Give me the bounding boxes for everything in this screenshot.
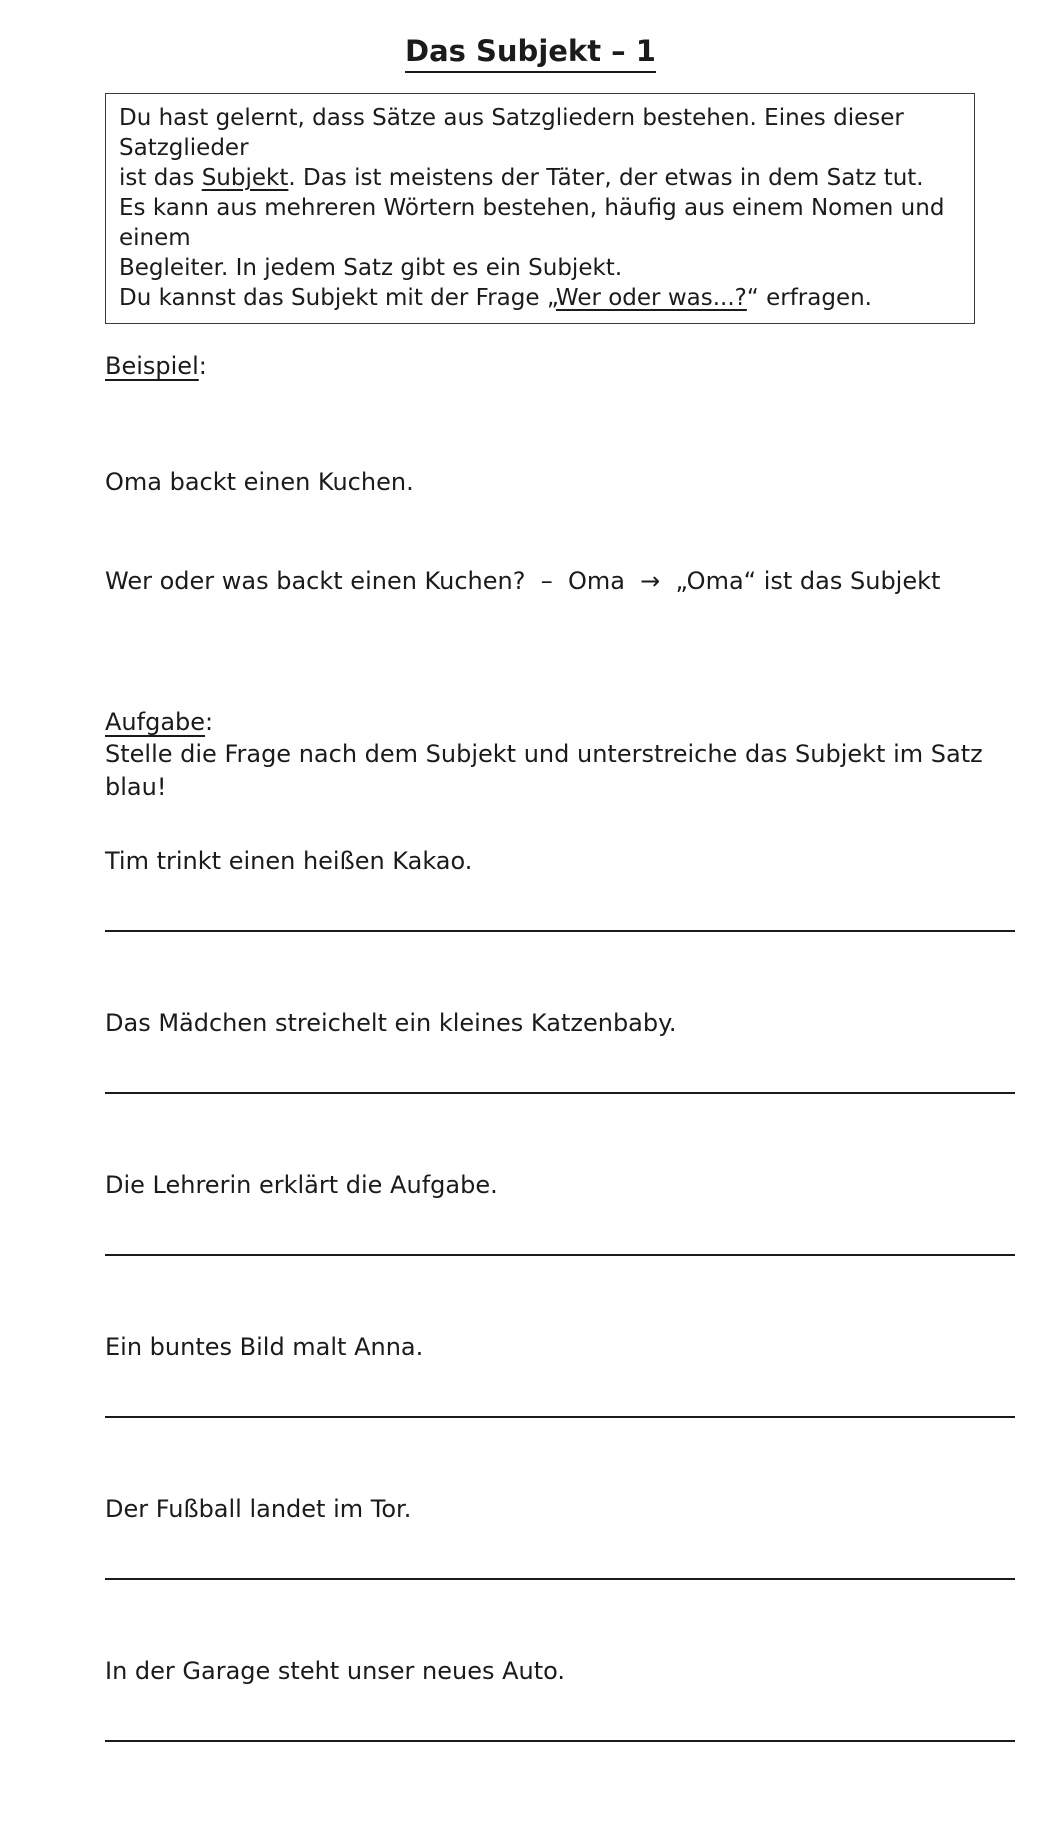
- info-box-line: [119, 163, 961, 193]
- exercise-sentence: Tim trinkt einen heißen Kakao.: [105, 847, 473, 875]
- example-block: [105, 400, 1011, 664]
- task-heading-label: Aufgabe: [105, 708, 206, 736]
- exercise-block: [105, 846, 1011, 932]
- exercise-sentence: Ein buntes Bild malt Anna.: [105, 1333, 424, 1361]
- example-sentence: Oma backt einen Kuchen.: [105, 468, 414, 496]
- info-box-line: [119, 103, 961, 163]
- info-box-text: . Das ist meistens der Täter, der etwas in dem Satz tut.: [288, 165, 924, 191]
- answer-line[interactable]: [105, 1740, 1015, 1742]
- info-box-text: “ erfragen.: [746, 285, 872, 311]
- answer-line[interactable]: [105, 1578, 1015, 1580]
- info-box-line: [119, 253, 961, 283]
- info-box-line: [119, 193, 961, 253]
- info-box-underlined-text: Wer oder was...?: [555, 285, 747, 311]
- example-heading: [105, 352, 1011, 380]
- info-box-underlined-text: Subjekt: [201, 165, 289, 191]
- info-box-text: Du kannst das Subjekt mit der Frage „: [119, 285, 556, 311]
- exercise-list: [105, 846, 1011, 1742]
- answer-line[interactable]: [105, 1092, 1015, 1094]
- answer-line[interactable]: [105, 1416, 1015, 1418]
- info-box-line: [119, 283, 961, 313]
- example-heading-label: Beispiel: [105, 352, 199, 380]
- exercise-sentence: Das Mädchen streichelt ein kleines Katzenbaby.: [105, 1009, 677, 1037]
- exercise-block: [105, 1170, 1011, 1256]
- task-heading: [105, 708, 1011, 736]
- info-box-text: Es kann aus mehreren Wörtern bestehen, häufig aus einem Nomen und einem: [119, 195, 945, 251]
- answer-line[interactable]: [105, 1254, 1015, 1256]
- answer-line[interactable]: [105, 930, 1015, 932]
- info-box-text: ist das: [119, 165, 202, 191]
- exercise-sentence: In der Garage steht unser neues Auto.: [105, 1657, 566, 1685]
- page-title-text: Das Subjekt – 1: [405, 34, 656, 73]
- info-box: [105, 93, 975, 324]
- exercise-block: [105, 1332, 1011, 1418]
- task-instruction: Stelle die Frage nach dem Subjekt und unterstreiche das Subjekt im Satz blau!: [105, 740, 983, 801]
- exercise-block: [105, 1494, 1011, 1580]
- exercise-sentence: Der Fußball landet im Tor.: [105, 1495, 412, 1523]
- exercise-sentence: Die Lehrerin erklärt die Aufgabe.: [105, 1171, 498, 1199]
- info-box-text: Du hast gelernt, dass Sätze aus Satzgliedern bestehen. Eines dieser Satzglieder: [119, 105, 904, 161]
- example-question-line: Wer oder was backt einen Kuchen? – Oma → „Oma“ ist das Subjekt: [105, 567, 941, 595]
- example-heading-colon: :: [198, 352, 207, 380]
- exercise-block: [105, 1008, 1011, 1094]
- info-box-text: Begleiter. In jedem Satz gibt es ein Subjekt.: [119, 255, 623, 281]
- exercise-block: [105, 1656, 1011, 1742]
- task-heading-colon: :: [205, 708, 214, 736]
- page-title: [105, 34, 956, 73]
